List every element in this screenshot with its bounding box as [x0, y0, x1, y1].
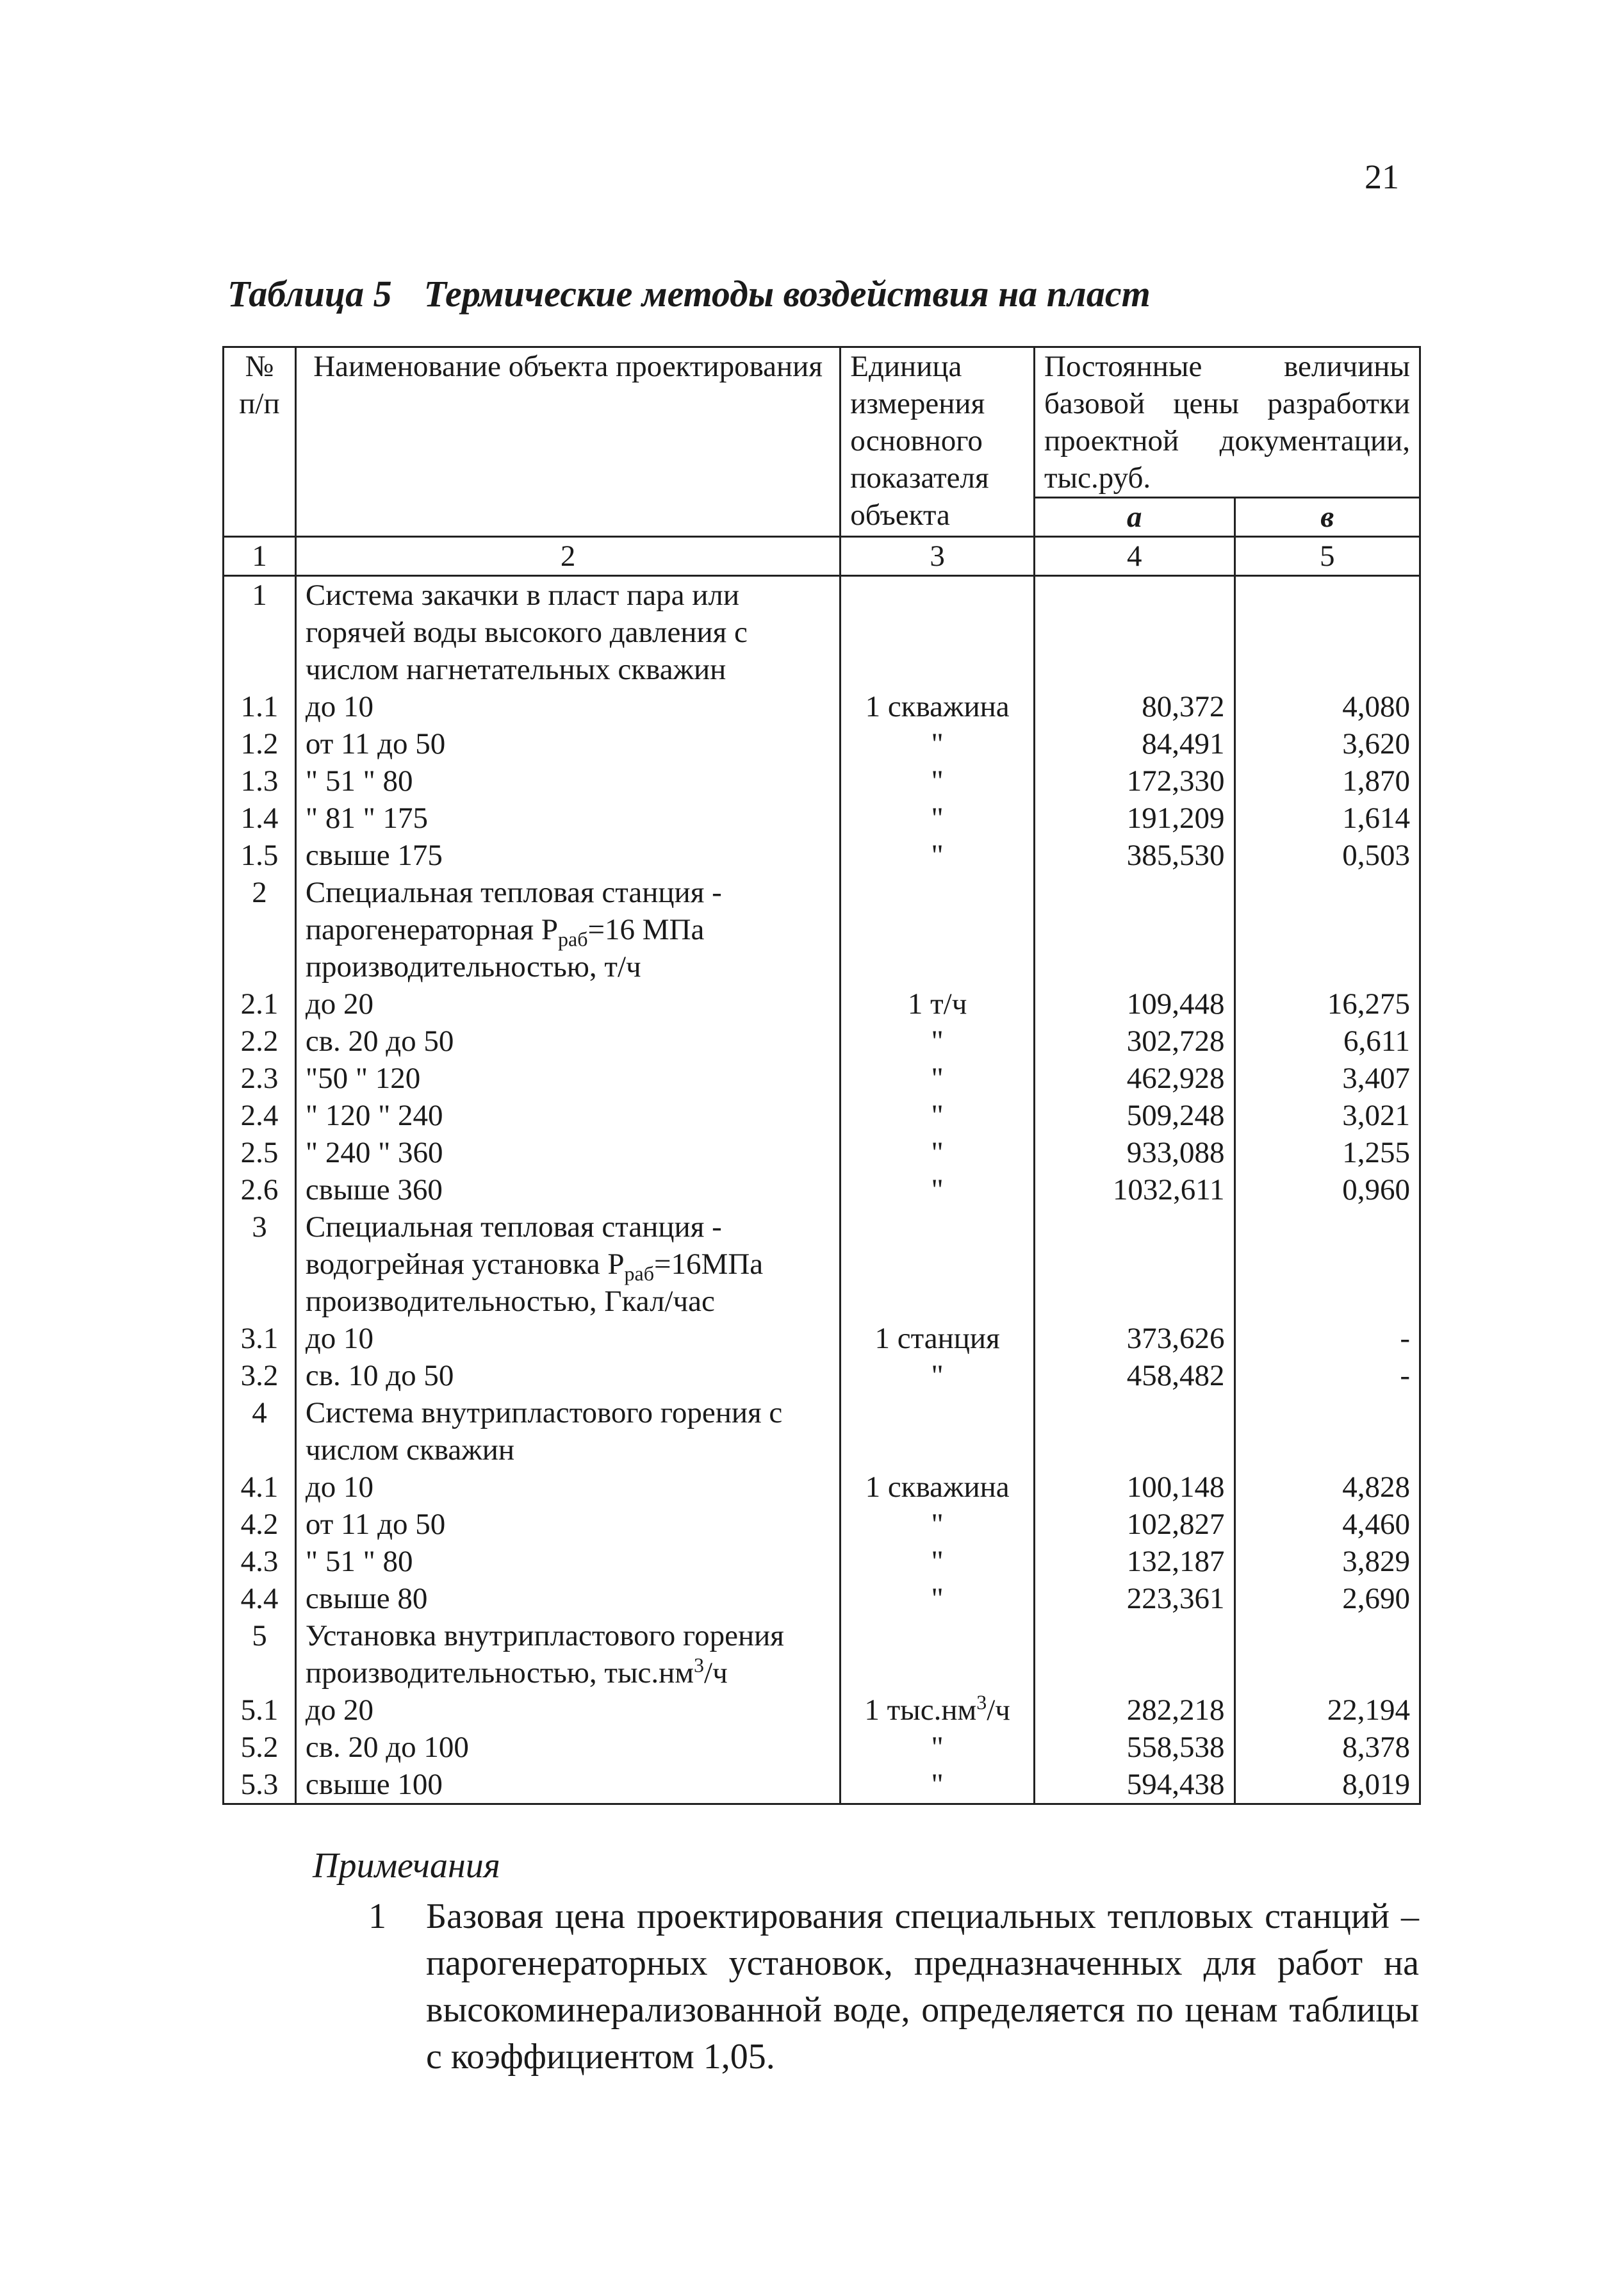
header-unit: Единица измерения основного показателя объекта [841, 347, 1035, 537]
col-number: 3 [841, 537, 1035, 576]
note-item [368, 1893, 1419, 2080]
row-value-b: 2,690 [1234, 1580, 1420, 1617]
row-value-b [1234, 1617, 1420, 1692]
row-name [295, 1617, 840, 1692]
row-number: 5.1 [224, 1692, 296, 1729]
table-row [224, 1469, 1420, 1506]
header-row [224, 347, 1420, 498]
row-name [295, 874, 840, 985]
row-number: 1 [224, 576, 296, 689]
row-value-a: 458,482 [1035, 1357, 1235, 1394]
row-number: 2.1 [224, 985, 296, 1023]
table-row [224, 985, 1420, 1023]
table-row [224, 1134, 1420, 1171]
row-value-b: 1,870 [1234, 762, 1420, 800]
row-value-b: 6,611 [1234, 1023, 1420, 1060]
row-unit: " [841, 1023, 1035, 1060]
row-number: 2.4 [224, 1097, 296, 1134]
table-row [224, 762, 1420, 800]
row-number: 4.2 [224, 1506, 296, 1543]
row-value-a: 282,218 [1035, 1692, 1235, 1729]
row-value-a: 1032,611 [1035, 1171, 1235, 1208]
row-number: 4.1 [224, 1469, 296, 1506]
row-number: 4.3 [224, 1543, 296, 1580]
row-value-b: 8,378 [1234, 1729, 1420, 1766]
row-value-a: 462,928 [1035, 1060, 1235, 1097]
row-name: до 20 [295, 1692, 840, 1729]
row-name: Система внутрипластового горения с числом скважин [295, 1394, 840, 1469]
row-value-a: 191,209 [1035, 800, 1235, 837]
row-unit: 1 скважина [841, 1469, 1035, 1506]
row-number: 2.6 [224, 1171, 296, 1208]
table-row [224, 1617, 1420, 1692]
row-number: 2.5 [224, 1134, 296, 1171]
col-number: 5 [1234, 537, 1420, 576]
row-name-part: =16 МПа производительностью, т/ч [305, 913, 705, 984]
row-number: 5 [224, 1617, 296, 1692]
row-unit [841, 576, 1035, 689]
row-unit [841, 874, 1035, 985]
row-value-a: 172,330 [1035, 762, 1235, 800]
header-col-a: а [1035, 498, 1235, 537]
row-name [295, 1208, 840, 1320]
row-value-a: 385,530 [1035, 837, 1235, 874]
row-value-a: 102,827 [1035, 1506, 1235, 1543]
row-number: 1.1 [224, 688, 296, 725]
row-name: до 10 [295, 1320, 840, 1357]
row-number: 3.2 [224, 1357, 296, 1394]
row-number: 5.2 [224, 1729, 296, 1766]
row-value-b: 4,460 [1234, 1506, 1420, 1543]
row-name: до 10 [295, 1469, 840, 1506]
row-name: " 51 " 80 [295, 1543, 840, 1580]
row-unit: " [841, 1506, 1035, 1543]
row-name: Система закачки в пласт пара или горячей воды высокого давления с числом нагнетательных скважин [295, 576, 840, 689]
row-value-a: 132,187 [1035, 1543, 1235, 1580]
row-value-a: 223,361 [1035, 1580, 1235, 1617]
row-unit: " [841, 1357, 1035, 1394]
row-value-b: - [1234, 1357, 1420, 1394]
row-value-a: 100,148 [1035, 1469, 1235, 1506]
row-value-b [1234, 1208, 1420, 1320]
row-value-b: 3,021 [1234, 1097, 1420, 1134]
row-value-b: 16,275 [1234, 985, 1420, 1023]
table-row [224, 1320, 1420, 1357]
row-name: св. 20 до 50 [295, 1023, 840, 1060]
row-value-a: 594,438 [1035, 1766, 1235, 1804]
table-title: Термические методы воздействия на пласт [423, 273, 1151, 315]
row-name: свыше 80 [295, 1580, 840, 1617]
col-number: 1 [224, 537, 296, 576]
row-number: 2.3 [224, 1060, 296, 1097]
row-name: св. 10 до 50 [295, 1357, 840, 1394]
price-table [222, 346, 1421, 1805]
row-unit: " [841, 725, 1035, 762]
table-row [224, 1171, 1420, 1208]
row-number: 1.5 [224, 837, 296, 874]
row-name: " 51 " 80 [295, 762, 840, 800]
header-name: Наименование объекта проектирования [295, 347, 840, 537]
row-value-a: 302,728 [1035, 1023, 1235, 1060]
row-number: 4 [224, 1394, 296, 1469]
row-unit [841, 1617, 1035, 1692]
row-name-part: Установка внутрипластового горения производительностью, тыс.нм [305, 1619, 784, 1690]
row-name: " 120 " 240 [295, 1097, 840, 1134]
row-unit: " [841, 762, 1035, 800]
table-row [224, 1060, 1420, 1097]
row-number: 2.2 [224, 1023, 296, 1060]
row-number: 2 [224, 874, 296, 985]
row-value-b: 3,829 [1234, 1543, 1420, 1580]
row-unit: 1 скважина [841, 688, 1035, 725]
row-value-b: 0,503 [1234, 837, 1420, 874]
row-number: 5.3 [224, 1766, 296, 1804]
row-value-a [1035, 1208, 1235, 1320]
row-value-a: 80,372 [1035, 688, 1235, 725]
row-value-a: 509,248 [1035, 1097, 1235, 1134]
table-row [224, 1023, 1420, 1060]
table-row [224, 1097, 1420, 1134]
row-unit: 1 станция [841, 1320, 1035, 1357]
row-name: " 240 " 360 [295, 1134, 840, 1171]
row-number: 4.4 [224, 1580, 296, 1617]
row-name: " 81 " 175 [295, 800, 840, 837]
row-unit: " [841, 1543, 1035, 1580]
row-value-b: 4,828 [1234, 1469, 1420, 1506]
table-label: Таблица 5 [227, 273, 392, 315]
row-unit: " [841, 1134, 1035, 1171]
row-value-b: 3,620 [1234, 725, 1420, 762]
row-value-b: 3,407 [1234, 1060, 1420, 1097]
table-row [224, 1580, 1420, 1617]
row-name-part: Специальная тепловая станция - водогрейная установка Р [305, 1210, 722, 1281]
row-value-b: 1,614 [1234, 800, 1420, 837]
column-number-row [224, 537, 1420, 576]
row-name: свыше 175 [295, 837, 840, 874]
row-value-b [1234, 1394, 1420, 1469]
row-value-a: 933,088 [1035, 1134, 1235, 1171]
row-name: до 20 [295, 985, 840, 1023]
row-value-b: 22,194 [1234, 1692, 1420, 1729]
row-value-a: 84,491 [1035, 725, 1235, 762]
row-unit-part: /ч [987, 1693, 1010, 1727]
row-value-b: 4,080 [1234, 688, 1420, 725]
row-unit [841, 1692, 1035, 1729]
row-name: "50 " 120 [295, 1060, 840, 1097]
row-value-a: 373,626 [1035, 1320, 1235, 1357]
table-row [224, 576, 1420, 689]
table-row [224, 688, 1420, 725]
row-name-subscript: раб [558, 927, 588, 951]
row-value-a [1035, 576, 1235, 689]
row-unit: 1 т/ч [841, 985, 1035, 1023]
table-row [224, 1766, 1420, 1804]
row-number: 3 [224, 1208, 296, 1320]
table-row [224, 1394, 1420, 1469]
header-col-b: в [1234, 498, 1420, 537]
row-value-a: 109,448 [1035, 985, 1235, 1023]
row-unit: " [841, 1097, 1035, 1134]
table-row [224, 800, 1420, 837]
row-unit: " [841, 800, 1035, 837]
row-unit: " [841, 1729, 1035, 1766]
row-unit: " [841, 837, 1035, 874]
row-number: 1.4 [224, 800, 296, 837]
row-value-b: 8,019 [1234, 1766, 1420, 1804]
row-number: 1.3 [224, 762, 296, 800]
row-name: свыше 360 [295, 1171, 840, 1208]
row-name: от 11 до 50 [295, 1506, 840, 1543]
table-row [224, 1357, 1420, 1394]
row-value-a [1035, 1394, 1235, 1469]
row-unit: " [841, 1171, 1035, 1208]
header-num: № п/п [224, 347, 296, 537]
row-unit-part: 1 тыс.нм [864, 1693, 977, 1727]
table-row [224, 1729, 1420, 1766]
header-price-group: Постоянные величины базовой цены разработки проектной документации, тыс.руб. [1035, 347, 1420, 498]
table-row [224, 1543, 1420, 1580]
table-row [224, 1506, 1420, 1543]
table-row [224, 874, 1420, 985]
row-value-a: 558,538 [1035, 1729, 1235, 1766]
row-name-part: /ч [704, 1656, 728, 1690]
row-unit: " [841, 1060, 1035, 1097]
table-caption [227, 272, 1151, 315]
col-number: 2 [295, 537, 840, 576]
row-name: от 11 до 50 [295, 725, 840, 762]
col-number: 4 [1035, 537, 1235, 576]
row-name: до 10 [295, 688, 840, 725]
row-unit [841, 1208, 1035, 1320]
row-number: 1.2 [224, 725, 296, 762]
row-value-b [1234, 874, 1420, 985]
row-unit: " [841, 1766, 1035, 1804]
note-text: Базовая цена проектирования специальных тепловых станций – парогенераторных установок, предназначенных для работ на высокоминерализованной воде, определяется по ценам таблицы с коэффициентом 1,05. [426, 1897, 1419, 2077]
notes-title: Примечания [313, 1846, 500, 1886]
table-row [224, 1208, 1420, 1320]
row-value-b [1234, 576, 1420, 689]
table-row [224, 1692, 1420, 1729]
row-unit [841, 1394, 1035, 1469]
row-name: свыше 100 [295, 1766, 840, 1804]
row-name-subscript: раб [624, 1262, 655, 1285]
table-row [224, 725, 1420, 762]
row-unit-superscript: 3 [976, 1690, 987, 1714]
table-row [224, 837, 1420, 874]
row-value-b: 0,960 [1234, 1171, 1420, 1208]
row-unit: " [841, 1580, 1035, 1617]
row-name-superscript: 3 [694, 1653, 705, 1677]
row-name: св. 20 до 100 [295, 1729, 840, 1766]
page-number: 21 [1365, 158, 1399, 196]
row-value-a [1035, 874, 1235, 985]
row-name-part: =16МПа производительностью, Гкал/час [305, 1247, 764, 1318]
row-name-part: Специальная тепловая станция - парогенераторная Р [305, 876, 722, 946]
row-number: 3.1 [224, 1320, 296, 1357]
row-value-b: 1,255 [1234, 1134, 1420, 1171]
row-value-b: - [1234, 1320, 1420, 1357]
note-number: 1 [368, 1897, 386, 1936]
row-value-a [1035, 1617, 1235, 1692]
